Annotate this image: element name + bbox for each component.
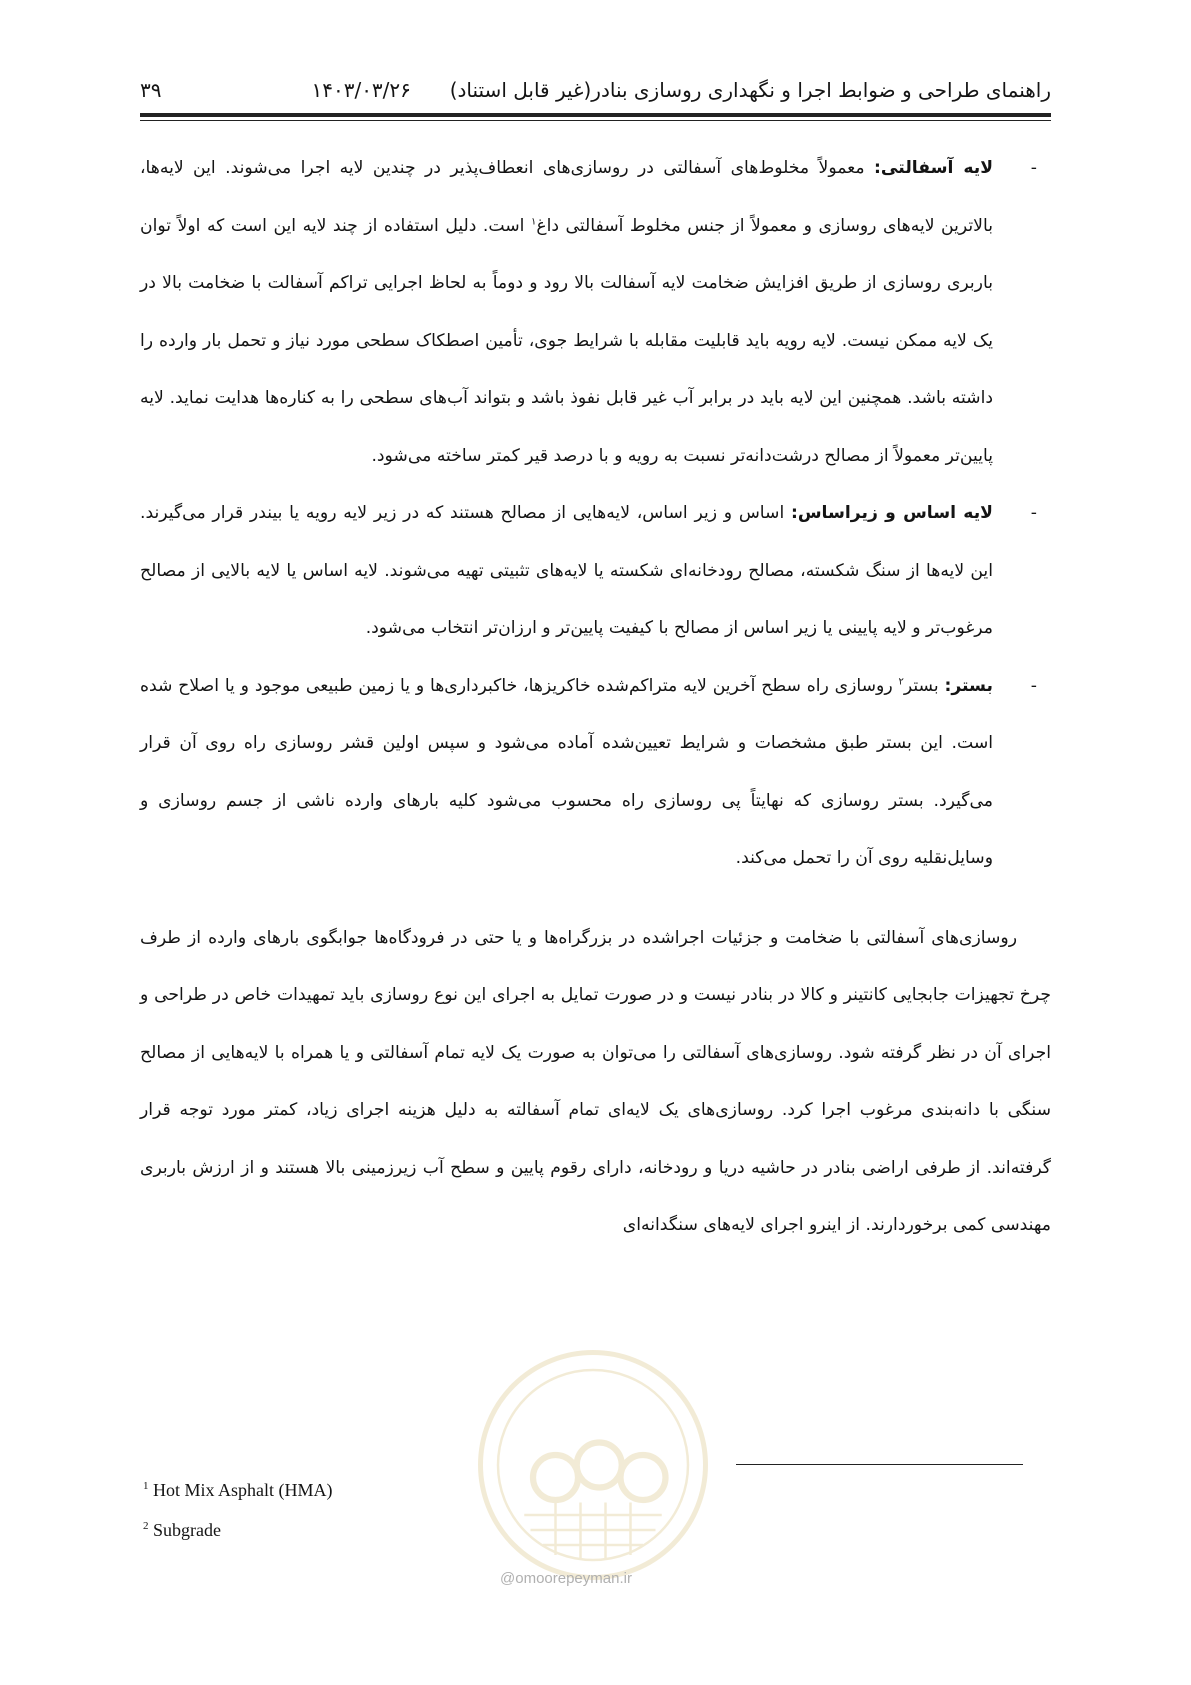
bullet-asphalt-layer [140,140,1051,485]
header-rule-thick [140,113,1051,117]
bullet-text-cont: است. دلیل استفاده از چند لایه این است که اولاً توان باربری روسازی از طریق افزایش ضخامت لایه آسفالت بالا رود و دوماً به لحاظ اجرایی تراکم آسفالت با ضخامت بالا در یک لایه ممکن نیست. لایه رویه باید قابلیت مقابله با شرایط جوی، تأمین اصطکاک سطحی مورد نیاز و تحمل بار وارده را داشته باشد. همچنین این لایه باید در برابر آب غیر قابل نفوذ باشد و بتواند آب‌های سطحی را به کناره‌ها هدایت نماید. لایه پایین‌تر معمولاً از مصالح درشت‌دانه‌تر نسبت به رویه و با درصد قیر کمتر ساخته می‌شود. [140,215,993,466]
bullet-text: بستر [903,675,945,696]
header-rule-thin [140,120,1051,121]
page-header [140,70,1051,110]
bullet-term: لایه آسفالتی: [874,158,993,178]
watermark-text: @omoorepeyman.ir [500,1570,632,1587]
bullet-term: بستر: [944,675,993,696]
footnote-2: $^2$ Subgrade [143,1520,221,1540]
body-paragraph: روسازی‌های آسفالتی با ضخامت و جزئیات اجراشده در بزرگراه‌ها و یا حتی در فرودگاه‌ها جوابگوی بارهای وارده از طرف چرخ تجهیزات جابجایی کانتینر و کالا در بنادر نیست و در صورت تمایل به اجرای این نوع روسازی باید تمهیدات خاص در طراحی و اجرای آن در نظر گرفته شود. روسازی‌های آسفالتی را می‌توان به صورت یک لایه تمام آسفالتی و یا همراه با لایه‌هایی از مصالح سنگی با دانه‌بندی مرغوب اجرا کرد. روسازی‌های یک لایه‌ای تمام آسفالته به دلیل هزینه اجرای زیاد، کمتر مورد توجه قرار گرفته‌اند. از طرفی اراضی بنادر در حاشیه دریا و رودخانه، دارای رقوم پایین و سطح آب زیرزمینی بالا هستند و از ارزش باربری مهندسی کمی برخوردارند. از اینرو اجرای لایه‌های سنگدانه‌ای [140,927,1051,1235]
document-date: ۱۴۰۳/۰۳/۲۶ [311,78,411,102]
watermark-seal-icon [468,1340,718,1590]
bullet-text: معمولاً مخلوط‌های آسفالتی در روسازی‌های انعطاف‌پذیر در چندین لایه اجرا می‌شوند. این لایه‌ها، بالاترین لایه‌های روسازی و معمولاً از جنس مخلوط آسفالتی داغ [140,158,993,236]
bullet-base-subbase [140,485,1051,658]
bullet-text-cont: روسازی راه سطح آخرین لایه متراکم‌شده خاکریزها، خاکبرداری‌ها و یا زمین طبیعی موجود و یا اصلاح شده است. این بستر طبق مشخصات و شرایط تعیین‌شده آماده می‌شود و سپس اولین قشر روسازی راه روی آن قرار می‌گیرد. بستر روسازی که نهایتاً پی روسازی راه محسوب می‌شود کلیه بارهای وارده ناشی از جسم روسازی و وسایل‌نقلیه روی آن را تحمل می‌کند. [140,675,993,868]
footnote-1: $^1$ Hot Mix Asphalt (HMA) [143,1480,333,1500]
bullet-dash: - [1030,158,1037,178]
bullet-text: اساس و زیر اساس، لایه‌هایی از مصالح هستند که در زیر لایه رویه یا بیندر قرار می‌گیرند. این لایه‌ها از سنگ شکسته، مصالح رودخانه‌ای شکسته یا لایه‌های تثبیتی تهیه می‌شوند. لایه اساس یا لایه بالایی از مصالح مرغوب‌تر و لایه پایینی یا زیر اساس از مصالح با کیفیت پایین‌تر و ارزان‌تر انتخاب می‌شود. [140,503,993,638]
footnote-ref: ۱ [530,215,537,227]
footnote-separator [736,1464,1023,1465]
bullet-dash: - [1030,675,1037,696]
page-content [140,140,1051,1272]
bullet-dash: - [1030,503,1037,523]
footnote-ref: ۲ [898,675,904,687]
document-title: راهنمای طراحی و ضوابط اجرا و نگهداری روسازی بنادر(غیر قابل استناد) [449,78,1051,102]
bullet-term: لایه اساس و زیراساس: [790,503,993,523]
page-number: ۳۹ [140,78,162,102]
bullet-subgrade [140,658,1051,888]
